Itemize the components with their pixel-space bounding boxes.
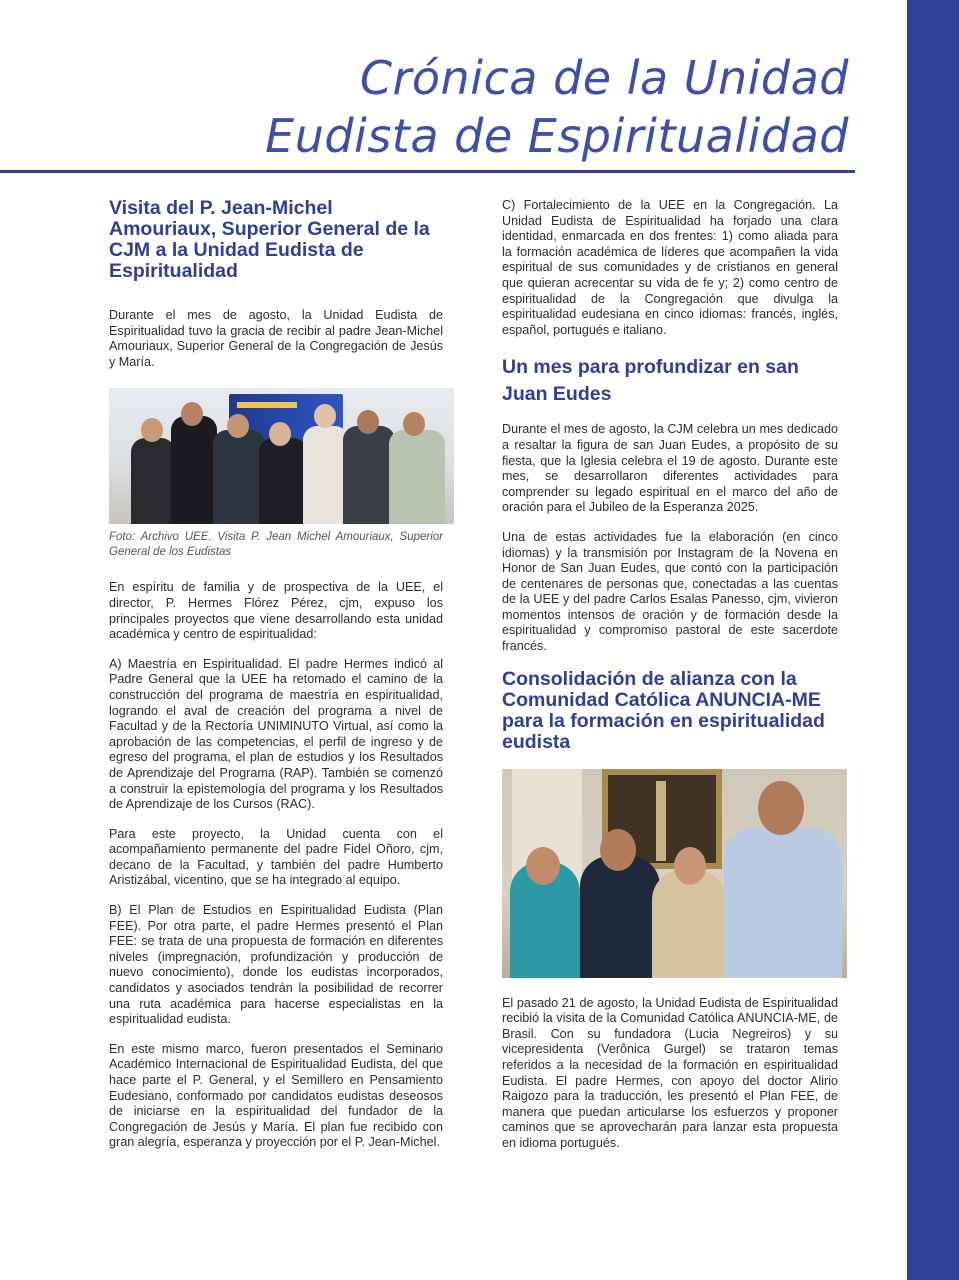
header-divider [0,170,855,173]
paragraph-fortalecimiento: C) Fortalecimiento de la UEE en la Congregación. La Unidad Eudista de Espiritualidad ha forjado una clara identidad, enmarcada en dos frentes: 1) como aliada para la formación académica de líderes que acompañen la vida espiritual de sus comunidades y de cristianos en general que quieran acrecentar su vida de fe y; 2) como centro de espiritualidad de la Congregación que divulga la espiritualidad eudesiana en cinco idiomas: francés, inglés, español, portugués e italiano. [502,198,838,337]
article-heading-alliance: Consolidación de alianza con la Comunidad Católica ANUNCIA-ME para la formación en espiritualidad eudista [502,667,825,753]
paragraph-plan-fee: B) El Plan de Estudios en Espiritualidad Eudista (Plan FEE). Por otra parte, el padre Hermes presentó el Plan FEE: se trata de una propuesta de formación en diferentes niveles (impregnación, profundización y producción de nuevo conocimiento), donde los eudistas incorporados, candidatos y asociados tendrán la posibilidad de recorrer una ruta académica para hacerse especialistas en la espiritualidad eudista. [109,903,443,1027]
paragraph-mes-agosto: Durante el mes de agosto, la CJM celebra un mes dedicado a resaltar la figura de san Juan Eudes, a propósito de su fiesta, que la Iglesia celebra el 19 de agosto. Durante este mes, se desarrollaron diferentes actividades para comprender su legado espiritual en el marco del año de oración para el Jubileo de la Esperanza 2025. [502,422,838,515]
photo-anuncia-me-group [502,769,847,978]
title-line-2: Eudista de Espiritualidad [265,108,849,163]
article-heading-visit: Visita del P. Jean-Michel Amouriaux, Superior General de la CJM a la Unidad Eudista de Espiritualidad [109,197,430,282]
title-line-1: Crónica de la Unidad [359,50,849,105]
page-title [149,49,849,165]
paragraph-seminario: En este mismo marco, fueron presentados el Seminario Académico Internacional de Espiritualidad Eudista, del que hace parte el P. General, y el Semillero en Pensamiento Eudesiano, conformado por candidatos eudistas deseosos de iniciarse en la espiritualidad del fundador de la Congregación de Jesús y María. El plan fue recibido con gran alegría, esperanza y proyección por el P. Jean-Michel. [109,1041,443,1150]
left-column [109,198,443,1151]
intro-paragraph: Durante el mes de agosto, la Unidad Eudista de Espiritualidad tuvo la gracia de recibir al padre Jean-Michel Amouriaux, Superior General de la Congregación de Jesús y María. [109,308,443,369]
right-column [502,198,838,1152]
photo-caption: Foto: Archivo UEE. Visita P. Jean Michel Amouriaux, Superior General de los Eudistas [109,531,443,559]
photo-visit-group [109,388,454,524]
article-heading-month: Un mes para profundizar en san Juan Eudes [502,356,799,406]
paragraph-novena: Una de estas actividades fue la elaboración (en cinco idiomas) y la transmisión por Instagram de la Novena en Honor de San Juan Eudes, que contó con la participación de centenares de personas que, conectadas a las cuentas de la UEE y del padre Carlos Esalas Panesso, cjm, vivieron momentos intensos de oración y de formación desde la espiritualidad y compromiso pastoral de este sacerdote francés. [502,529,838,654]
paragraph-director: En espíritu de familia y de prospectiva de la UEE, el director, P. Hermes Flórez Pérez, cjm, expuso los principales proyectos que viene desarrollando esta unidad académica y centro de espiritualidad: [109,580,443,642]
paragraph-maestria: A) Maestría en Espiritualidad. El padre Hermes indicó al Padre General que la UEE ha retomado el camino de la construcción del programa de maestría en espiritualidad, logrando el aval de creación del programa a nivel de Facultad y de la Rectoría UNIMINUTO Virtual, así como la aprobación de las competencias, el perfil de ingreso y de egreso del programa, el plan de estudios y los Resultados de Aprendizaje del Programa (RAP). También se comenzó a construir la epistemología del programa y los Resultados de Aprendizaje de los Cursos (RAC). [109,656,443,812]
paragraph-acompanamiento: Para este proyecto, la Unidad cuenta con el acompañamiento permanente del padre Fidel Oñoro, cjm, decano de la Facultad, y también del padre Humberto Aristizábal, vicentino, que se ha integrado al equipo. [109,826,443,888]
side-color-bar [907,0,959,1280]
paragraph-anuncia-me: El pasado 21 de agosto, la Unidad Eudista de Espiritualidad recibió la visita de la Comunidad Católica ANUNCIA-ME, de Brasil. Con su fundadora (Lucia Negreiros) y su vicepresidenta (Verônica Gurgel) se trataron temas referidos a la necesidad de la formación en espiritualidad Eudista. El padre Hermes, con apoyo del doctor Alirio Raigozo para la traducción, les presentó el Plan FEE, de manera que puedan articularse los esfuerzos y proponer caminos que se aprovecharán para lanzar esta propuesta en idioma portugués. [502,995,838,1150]
